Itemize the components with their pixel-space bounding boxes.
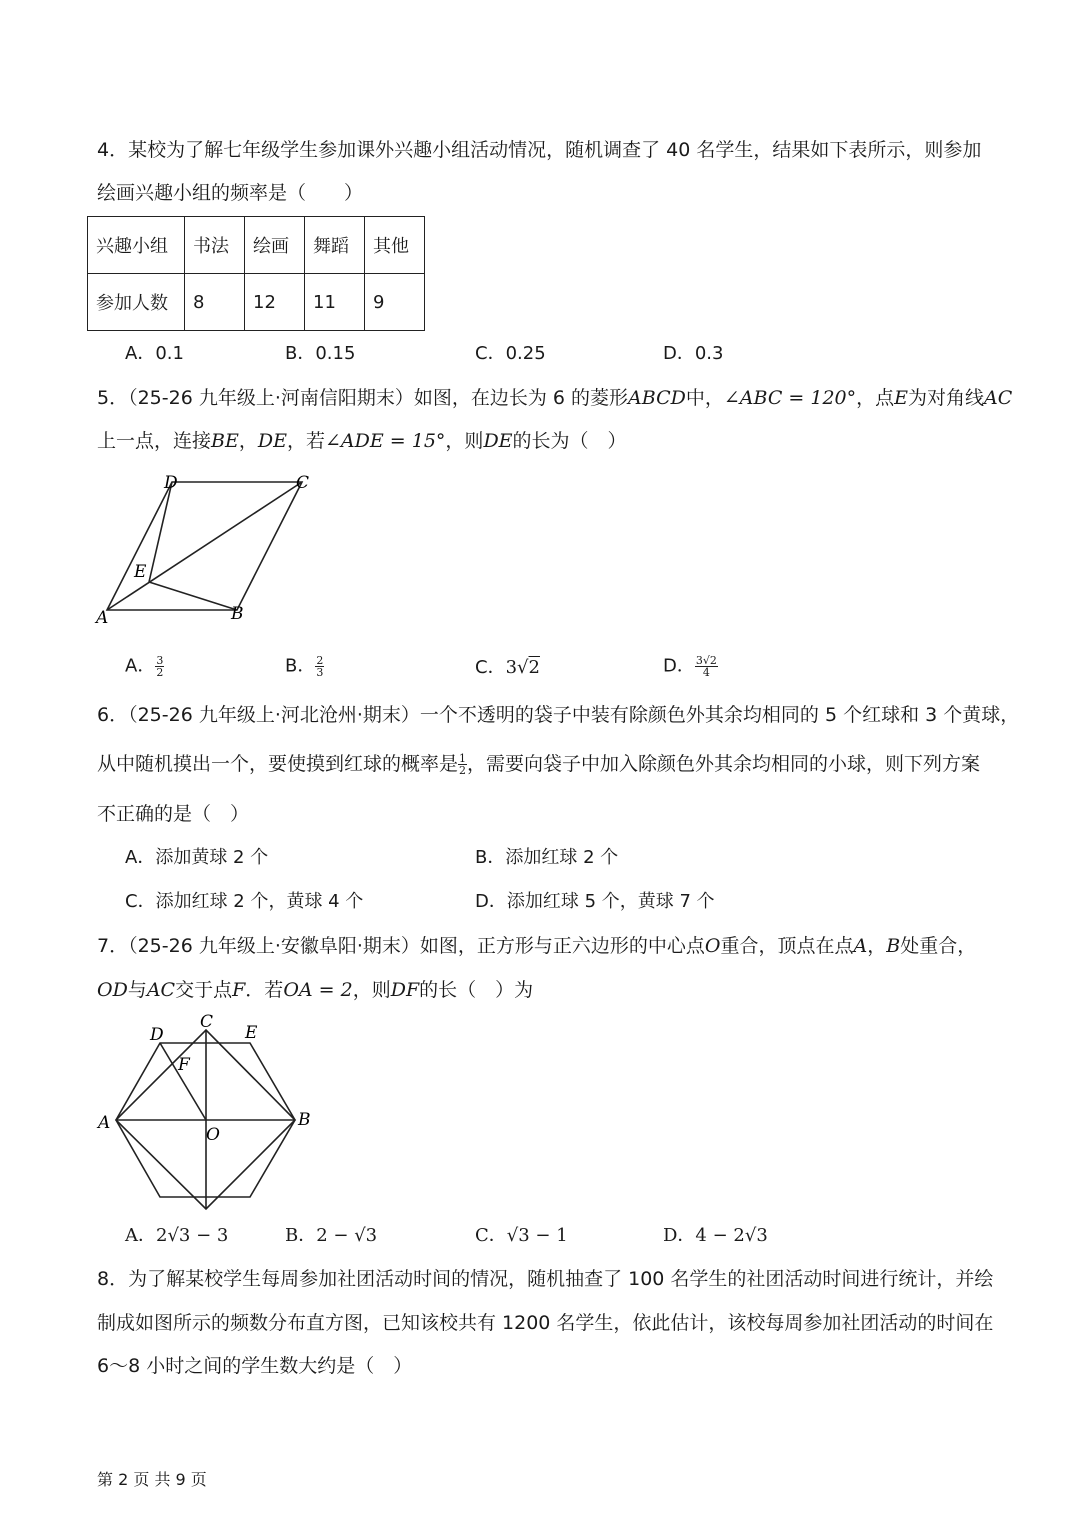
segment-de [149, 482, 172, 582]
fraction [458, 753, 467, 776]
q7-option-a: A．2√3 − 3 [125, 1225, 229, 1246]
q8-line-2: 制成如图所示的频数分布直方图，已知该校共有 1200 名学生，依此估计，该校每周参加社团活动的时间在 [97, 1312, 994, 1334]
label-a: A [96, 608, 109, 628]
table-cell: 8 [185, 274, 245, 331]
q5-math: ∠ABC = 120° [723, 387, 857, 409]
q5-line-2 [97, 430, 627, 452]
label-b: B [231, 604, 244, 624]
q7-text: 处重合， [900, 935, 977, 957]
q7-text: 的长（ ）为 [419, 979, 534, 1001]
table-cell: 参加人数 [88, 274, 185, 331]
q5-math: ∠ADE = 15° [325, 430, 446, 452]
numerator: 3√2 [695, 654, 717, 667]
q5-text: 5．（25-26 九年级上·河南信阳期末）如图，在边长为 6 的菱形 [97, 387, 629, 409]
label-c: C [200, 1012, 214, 1032]
denominator: 2 [156, 666, 164, 679]
q7-text: ，则 [352, 979, 391, 1001]
table-cell: 绘画 [245, 217, 305, 274]
q7-math: OA = 2 [283, 979, 353, 1001]
q7-math: OD [97, 979, 128, 1001]
q7-math: A [853, 935, 868, 957]
q4-option-c: C．0.25 [475, 343, 546, 364]
q7-text: ．若 [245, 979, 284, 1001]
q6-line-3: 不正确的是（ ） [97, 803, 250, 825]
q7-text: 与 [127, 979, 147, 1001]
label-c: C [296, 473, 310, 493]
q7-math: B [886, 935, 901, 957]
q5-rhombus-figure [90, 465, 330, 630]
q6-option-d: D．添加红球 5 个，黄球 7 个 [475, 891, 715, 912]
q7-math: O [704, 935, 721, 957]
q5-text: 的长为（ ） [512, 430, 627, 452]
q7-option-c: C．√3 − 1 [475, 1225, 568, 1246]
q7-text: 7．（25-26 九年级上·安徽阜阳·期末）如图，正方形与正六边形的中心点 [97, 935, 705, 957]
table-cell: 9 [365, 274, 425, 331]
numerator: 1 [459, 752, 467, 765]
label-a: A [98, 1113, 111, 1133]
q5-option-b [285, 655, 324, 678]
table-cell: 11 [305, 274, 365, 331]
label-o: O [206, 1125, 220, 1145]
q4-option-a: A．0.1 [125, 343, 184, 364]
q5-option-c [475, 657, 540, 679]
q5-text: ， [238, 430, 258, 452]
q7-option-d: D．4 − 2√3 [663, 1225, 768, 1246]
q4-line-1: 4．某校为了解七年级学生参加课外兴趣小组活动情况，随机调查了 40 名学生，结果如下表所示，则参加 [97, 139, 982, 161]
denominator: 3 [316, 666, 324, 679]
numerator: 3 [156, 654, 164, 667]
radical-expression: 3√2 [505, 657, 540, 678]
table-row [88, 274, 425, 331]
q5-math: E [894, 387, 909, 409]
q4-line-2: 绘画兴趣小组的频率是（ ） [97, 182, 364, 204]
label-b: B [298, 1110, 311, 1130]
table-cell: 兴趣小组 [88, 217, 185, 274]
q6-text: ，需要向袋子中加入除颜色外其余均相同的小球，则下列方案 [467, 753, 981, 775]
fraction [155, 655, 164, 678]
fraction [315, 655, 324, 678]
label-d: D [150, 1025, 164, 1045]
denominator: 4 [702, 666, 710, 679]
q7-hexagon-square-figure [90, 1010, 330, 1220]
table-cell: 12 [245, 274, 305, 331]
q5-math: DE [483, 430, 513, 452]
q7-math: DF [390, 979, 420, 1001]
q5-math: DE [257, 430, 287, 452]
segment-be [149, 582, 237, 610]
label-d: D [164, 473, 178, 493]
q5-math: AC [984, 387, 1013, 409]
q5-text: 为对角线 [908, 387, 985, 409]
q7-text: ， [867, 935, 887, 957]
option-label: A． [125, 655, 156, 677]
q7-math: F [232, 979, 246, 1001]
q8-line-3: 6～8 小时之间的学生数大约是（ ） [97, 1355, 413, 1377]
q6-option-a: A．添加黄球 2 个 [125, 847, 269, 868]
page-footer: 第 2 页 共 9 页 [97, 1470, 207, 1489]
q7-math: AC [146, 979, 176, 1001]
q5-line-1 [97, 387, 1012, 409]
q8-line-1: 8．为了解某校学生每周参加社团活动时间的情况，随机抽查了 100 名学生的社团活动时间进行统计，并绘 [97, 1268, 994, 1290]
q6-option-c: C．添加红球 2 个，黄球 4 个 [125, 891, 364, 912]
option-label: B． [285, 655, 316, 677]
fraction [695, 655, 718, 678]
table-cell: 书法 [185, 217, 245, 274]
q5-math: BE [211, 430, 239, 452]
q6-line-1: 6．（25-26 九年级上·河北沧州·期末）一个不透明的袋子中装有除颜色外其余均相同的 5 个红球和 3 个黄球， [97, 704, 1020, 726]
q5-text: ，若 [286, 430, 325, 452]
option-label: D． [663, 655, 695, 677]
label-e: E [134, 562, 147, 582]
q5-text: ，点 [856, 387, 895, 409]
q5-math: ABCD [628, 387, 686, 409]
q7-line-2 [97, 979, 533, 1001]
denominator: 2 [459, 764, 467, 777]
q5-option-a [125, 655, 164, 678]
option-label: C． [475, 657, 506, 678]
q4-table [87, 216, 425, 331]
q5-option-d [663, 655, 718, 678]
q5-text: ，则 [445, 430, 484, 452]
q5-text: 中， [685, 387, 724, 409]
q4-option-d: D．0.3 [663, 343, 724, 364]
table-cell: 舞蹈 [305, 217, 365, 274]
coefficient: 3 [505, 657, 518, 678]
table-cell: 其他 [365, 217, 425, 274]
table-row [88, 217, 425, 274]
q7-option-b: B．2 − √3 [285, 1225, 378, 1246]
q6-line-2 [97, 753, 980, 776]
label-e: E [245, 1023, 258, 1043]
q6-option-b: B．添加红球 2 个 [475, 847, 619, 868]
q7-line-1 [97, 935, 976, 957]
label-f: F [178, 1055, 190, 1075]
q5-text: 上一点，连接 [97, 430, 212, 452]
q7-text: 交于点 [175, 979, 233, 1001]
radicand: 2 [528, 657, 540, 678]
q4-option-b: B．0.15 [285, 343, 356, 364]
diagonal-ac [107, 482, 302, 610]
q7-text: 重合，顶点在点 [720, 935, 854, 957]
q6-text: 从中随机摸出一个，要使摸到红球的概率是 [97, 753, 459, 775]
numerator: 2 [316, 654, 324, 667]
